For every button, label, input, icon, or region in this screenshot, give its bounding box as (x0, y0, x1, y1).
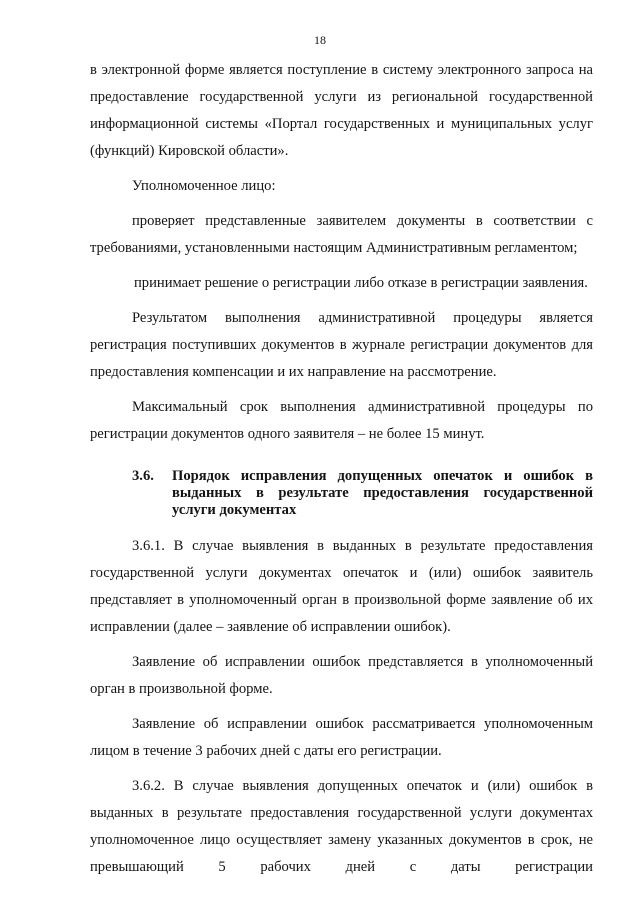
paragraph: в электронной форме является поступление в систему электронного запроса на предоставление государственной услуги из региональной государственной информационной системы «Портал государственных и муниципальных услуг (функций) Кировской области». (90, 62, 593, 159)
paragraph: 3.6.1. В случае выявления в выданных в результате предоставления государственной услуги документах опечаток и (или) ошибок заявитель представляет в уполномоченный орган в произвольной форме заявление об их исправлении (далее – заявление об исправлении ошибок). (90, 538, 593, 635)
page-number: 18 (314, 33, 326, 47)
paragraph: Заявление об исправлении ошибок рассматривается уполномоченным лицом в течение 3 рабочих дней с даты его регистрации. (90, 716, 593, 759)
paragraph: Заявление об исправлении ошибок представляется в уполномоченный орган в произвольной форме. (90, 654, 593, 697)
section-number: 3.6. (132, 468, 154, 484)
paragraph: проверяет представленные заявителем документы в соответствии с требованиями, установленными настоящим Административным регламентом; (90, 213, 593, 256)
paragraph: принимает решение о регистрации либо отказе в регистрации заявления. (134, 275, 588, 291)
section-title: Порядок исправления допущенных опечаток и ошибок в выданных в результате предоставления государственной услуги документах (172, 468, 593, 518)
paragraph: Уполномоченное лицо: (132, 178, 276, 194)
paragraph: Результатом выполнения административной процедуры является регистрация поступивших документов в журнале регистрации документов для предоставления компенсации и их направление на рассмотрение. (90, 310, 593, 380)
paragraph: Максимальный срок выполнения административной процедуры по регистрации документов одного заявителя – не более 15 минут. (90, 399, 593, 442)
document-body (90, 57, 593, 881)
paragraph: 3.6.2. В случае выявления допущенных опечаток и (или) ошибок в выданных в результате предоставления государственной услуги документах уполномоченное лицо осуществляет замену указанных документов в срок, не превышающий 5 рабочих дней с даты регистрации (90, 778, 593, 875)
section-heading (90, 468, 593, 519)
